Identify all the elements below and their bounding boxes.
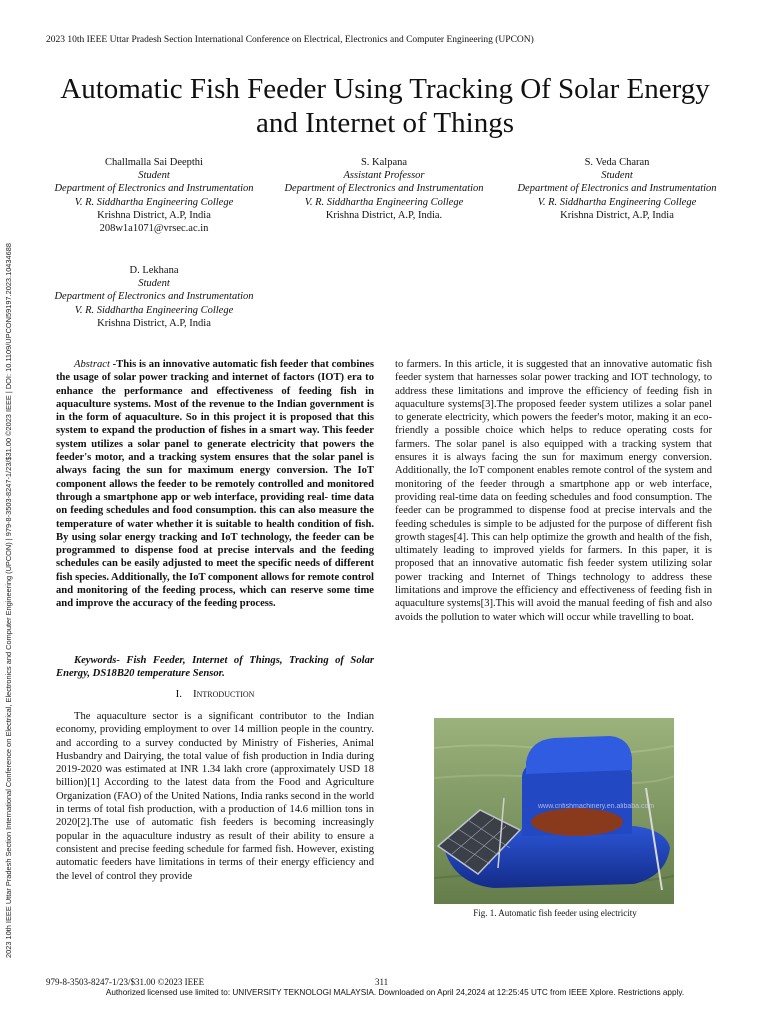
intro-left-column [56,710,374,883]
author-role: Student [138,278,170,290]
author-college: V. R. Siddhartha Engineering College [74,196,234,208]
section-number: I. [175,688,182,700]
section-heading [56,688,374,700]
intro-right-column [395,358,712,624]
figure-caption: Fig. 1. Automatic fish feeder using electricity [473,908,637,918]
author-name: D. Lekhana [129,265,179,276]
paper-title: Automatic Fish Feeder Using Tracking Of Solar Energy and Internet of Things [60,73,710,139]
author-college: V. R. Siddhartha Engineering College [74,304,234,316]
author-role: Assistant Professor [343,170,425,182]
author-location: Krishna District, A.P, India [97,317,211,329]
abstract-label: Abstract [74,359,110,370]
author-block-4 [34,264,274,330]
hopper-lid [526,736,632,774]
author-block-2 [264,156,504,222]
page-number: 311 [375,977,389,987]
author-college: V. R. Siddhartha Engineering College [537,196,697,208]
fish-feeder-illustration [434,718,674,904]
author-block-1 [34,156,274,235]
author-name: S. Kalpana [360,157,408,168]
conference-header: 2023 10th IEEE Uttar Pradesh Section International Conference on Electrical, Electronics and Computer Engineering (UPCON) [46,35,534,45]
figure-fish-feeder-photo [434,718,674,904]
side-doi-watermark: 2023 10th IEEE Uttar Pradesh Section International Conference on Electrical, Electronics and Computer Engineering (UPCON) | 979-8-3503-8247-1/23/$31.00 ©2023 IEEE | DOI: 10.1109/UPCON59197.2023.10434688 [4,243,13,958]
author-location: Krishna District, A.P, India [560,209,674,221]
author-name: Challmalla Sai Deepthi [105,157,203,168]
footer-license: Authorized licensed use limited to: UNIVERSITY TEKNOLOGI MALAYSIA. Downloaded on April 24,2024 at 12:25:45 UTC from IEEE Xplore. Restrictions apply. [105,988,685,997]
author-dept: Department of Electronics and Instrumentation [517,183,717,195]
footer-copyright: 979-8-3503-8247-1/23/$31.00 ©2023 IEEE [46,977,205,987]
abstract [56,358,374,611]
author-location: Krishna District, A.P, India [97,209,211,221]
author-role: Student [601,170,633,182]
abstract-text: -This is an innovative automatic fish feeder that combines the usage of solar power tracking and internet of factors (IOT) era to enhance the performance and effectiveness of feeding fish in aquaculture systems. Most of the revenue to the Indian government is in the form of aquaculture. So in this project it is proposed that this system to expand the production of fishes in a smart way. This feeder system utilizes a solar panel to generate electricity that powers the feeder's motor, and a tracking system ensures that the solar panel is always facing the sun for maximum energy conversion. The IoT component allows the feeder to be remotely controlled and monitored through a smartphone app or web interface, providing real- time data on feeding schedules and food consumption. this can also measure the temperature of water whether it is suitable to health condition of fish. By using solar energy tracking and IoT technology, the feeder can be programmed to dispense food at precise intervals and the feeding schedules can be easily adjusted to meet the specific needs of different fish species. Additionally, the IoT component allows for remote control and monitoring of the feeding process, which can reserve some time and improve the accuracy of the feeding process. [56,359,374,610]
author-block-3 [497,156,737,222]
keywords-text: Fish Feeder, Internet of Things, Tracking of Solar Energy, DS18B20 temperature Sensor. [56,655,374,680]
feed-pellets [531,808,623,836]
author-college: V. R. Siddhartha Engineering College [304,196,464,208]
keywords [56,654,374,681]
author-name: S. Veda Charan [584,157,650,168]
author-dept: Department of Electronics and Instrumentation [284,183,484,195]
author-location: Krishna District, A.P, India. [325,209,443,221]
author-email[interactable]: 208w1a1071@vrsec.ac.in [99,223,209,235]
image-watermark: www.cnfishmachinery.en.alibaba.com [538,803,655,810]
author-role: Student [138,170,170,182]
keywords-label: Keywords- [74,655,120,666]
section-title: Introduction [192,688,255,700]
author-dept: Department of Electronics and Instrumentation [54,291,254,303]
intro-paragraph: The aquaculture sector is a significant contributor to the Indian economy, providing employment to over 14 million people in the country. and according to a survey conducted by Ministry of Fisheries, Animal Husbandry and Dairying, the total value of fish production in India during 2019-2020 was estimated at INR 1.34 lakh crore (approximately USD 18 billion)[1] According to the latest data from the Food and Agriculture Organization (FAO) of the United Nations, India ranks second in the world in terms of total fish production, with a production of 14.6 million tons in 2020[2].The use of automatic fish feeders is becoming increasingly popular in the aquaculture industry as result of their ability to ensure a consistent and precise feeding schedule for farmed fish. However, existing automatic feeders have limitations in terms of their energy efficiency and the level of control they provide [56,711,374,882]
author-dept: Department of Electronics and Instrumentation [54,183,254,195]
intro-paragraph-continued: to farmers. In this article, it is suggested that an innovative automatic fish feeder system that harnesses solar power tracking and IOT technology, to address these limitations and improve the efficiency of feeding fish in aquaculture systems[3].The proposed feeder system utilizes a solar panel to generate electricity, which powers the feeder's motor, making it an eco-friendly a possible choice which helps to reduce operating costs for farmers. The solar panel is also equipped with a tracking system that ensures it is always facing the sun for maximum energy conversion. Additionally, the IoT component enables remote control of the system and monitoring of the feeder through a smartphone app or web interface, providing real-time data on feeding schedules and food consumption. The feeder can be programmed to dispense food at precise intervals and the feeding schedules is simple to be adjusted for the purpose of different fish growth stages[4]. This can help optimize the growth and health of the fish, ultimately leading to improved yields for farmers. In this paper, it is proposed that an innovative automatic fish feeder system utilizing solar power tracking and Internet of Things technology to address these limitations and improve the efficiency and effectiveness of feeding fish in aquaculture systems[3].This will avoid the manual feeding of fish and also avoids the pollution to water which will occur while travelling to boat. [395,359,712,623]
